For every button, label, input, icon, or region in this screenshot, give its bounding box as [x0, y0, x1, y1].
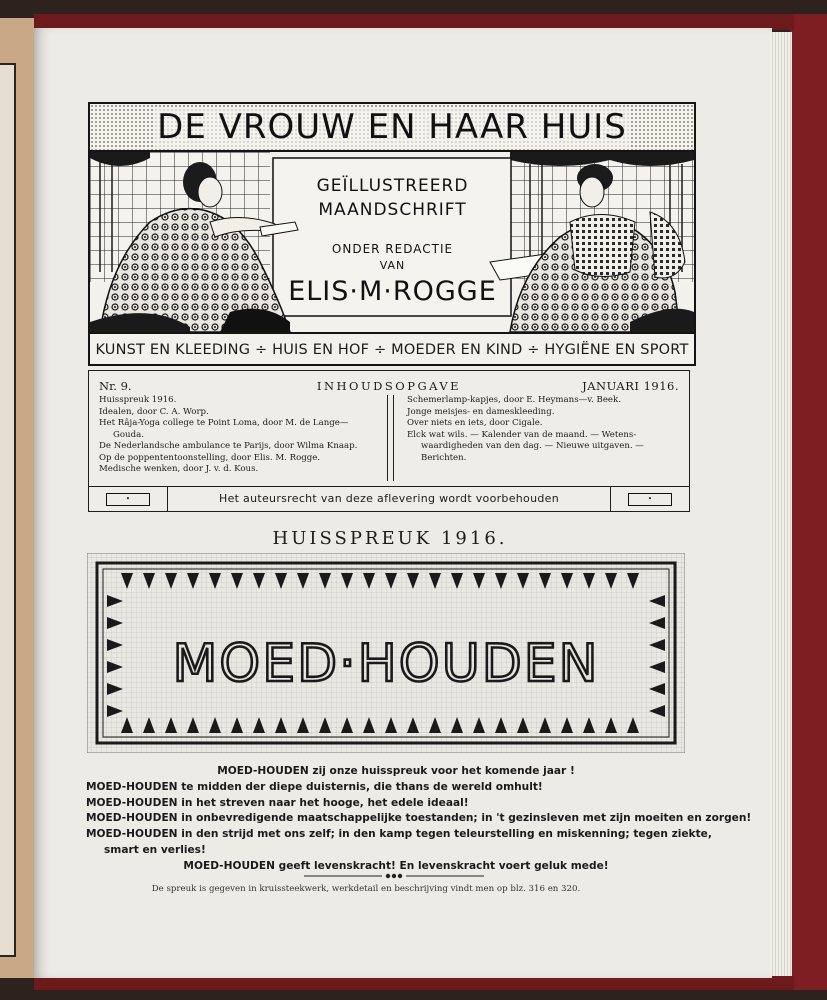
motto-line: MOED-HOUDEN te midden der diepe duisternis, die thans de wereld omhult! — [86, 780, 543, 793]
masthead-illustration — [90, 152, 694, 332]
pattern-lettering: MOED·HOUDEN — [172, 634, 600, 694]
contents-item: Huisspreuk 1916. — [99, 395, 177, 405]
motto-line: MOED-HOUDEN in het streven naar het hooge, het edele ideaal! — [86, 796, 469, 809]
divider-ornament — [304, 871, 484, 881]
seal-mark-left: • — [106, 493, 150, 506]
left-page-edge — [0, 18, 34, 978]
masthead-title-band — [90, 104, 694, 152]
copyright-right-cell — [610, 487, 689, 512]
contents-item: De Nederlandsche ambulance te Parijs, door Wilma Knaap. — [99, 441, 358, 451]
masthead-center-panel — [275, 164, 510, 314]
contents-item: Elck wat wils. — Kalender van de maand. — Wetens- — [407, 429, 637, 440]
cross-stitch-pattern — [87, 553, 685, 753]
subtitle-line-2: MAANDSCHRIFT — [318, 200, 467, 220]
contents-right-column — [407, 395, 682, 464]
copyright-left-cell — [89, 487, 168, 512]
copyright-bar — [89, 486, 689, 512]
contents-item: Medische wenken, door J. v. d. Kous. — [99, 464, 259, 474]
motto-line: MOED-HOUDEN in den strijd met ons zelf; in den kamp tegen teleurstelling en miskenning; tegen ziekte, — [86, 828, 712, 841]
column-divider — [387, 395, 394, 481]
subtitle-line-1: GEÏLLUSTREERD — [316, 176, 469, 196]
left-page-frame — [0, 63, 16, 957]
huisspreuk-title: HUISSPREUK 1916. — [272, 528, 508, 549]
issue-number: Nr. 9. — [99, 379, 132, 393]
contents-item: Schemerlamp-kapjes, door E. Heymans—v. Beek. — [407, 395, 621, 405]
copyright-notice: Het auteursrecht van deze aflevering wordt voorbehouden — [219, 492, 559, 505]
contents-heading: INHOUDSOPGAVE — [316, 379, 462, 393]
motto-line: MOED-HOUDEN geeft levenskracht! En levenskracht voert geluk mede! — [183, 859, 609, 872]
editor-name: ELIS·M·ROGGE — [288, 276, 497, 307]
pattern-reference-note: De spreuk is gegeven in kruissteekwerk, werkdetail en beschrijving vindt men op blz. 316 en 320. — [151, 884, 581, 894]
issue-date: JANUARI 1916. — [582, 379, 679, 393]
contents-item: Over niets en iets, door Cigale. — [407, 418, 543, 428]
motto-line: MOED-HOUDEN in onbevredigende maatschappelijke toestanden; in 't gezinsleven met zijn moeiten en zorgen! — [86, 812, 752, 825]
contents-box — [88, 370, 690, 512]
editor-line-1: ONDER REDACTIE — [331, 242, 454, 256]
page-edges — [770, 32, 792, 976]
contents-item: Het Râja-Yoga college te Point Loma, door M. de Lange— — [99, 418, 349, 428]
cross-stitch-svg — [87, 553, 685, 753]
contents-header — [99, 379, 679, 393]
editor-line-2: VAN — [379, 259, 406, 272]
seal-mark-right: • — [628, 493, 672, 506]
contents-item: Idealen, door C. A. Worp. — [99, 406, 209, 417]
motto-line: smart en verlies! — [104, 843, 206, 856]
contents-item: Berichten. — [421, 452, 467, 463]
motto-line: MOED-HOUDEN zij onze huisspreuk voor het komende jaar ! — [217, 765, 575, 777]
book-cover-right — [790, 14, 827, 990]
contents-item: Gouda. — [113, 429, 144, 440]
book-cover-bottom — [34, 976, 794, 990]
masthead-topics: KUNST EN KLEEDING ÷ HUIS EN HOF ÷ MOEDER EN KIND ÷ HYGIËNE EN SPORT — [90, 332, 694, 366]
contents-item: waardigheden van den dag. — Nieuwe uitgaven. — — [421, 441, 644, 451]
contents-item: Jonge meisjes- en dameskleeding. — [407, 406, 555, 417]
masthead — [88, 102, 696, 366]
contents-item: Op de poppententoonstelling, door Elis. M. Rogge. — [99, 452, 321, 463]
magazine-title: DE VROUW EN HAAR HUIS — [153, 107, 631, 147]
motto-text — [86, 764, 752, 875]
contents-left-column — [99, 395, 379, 476]
